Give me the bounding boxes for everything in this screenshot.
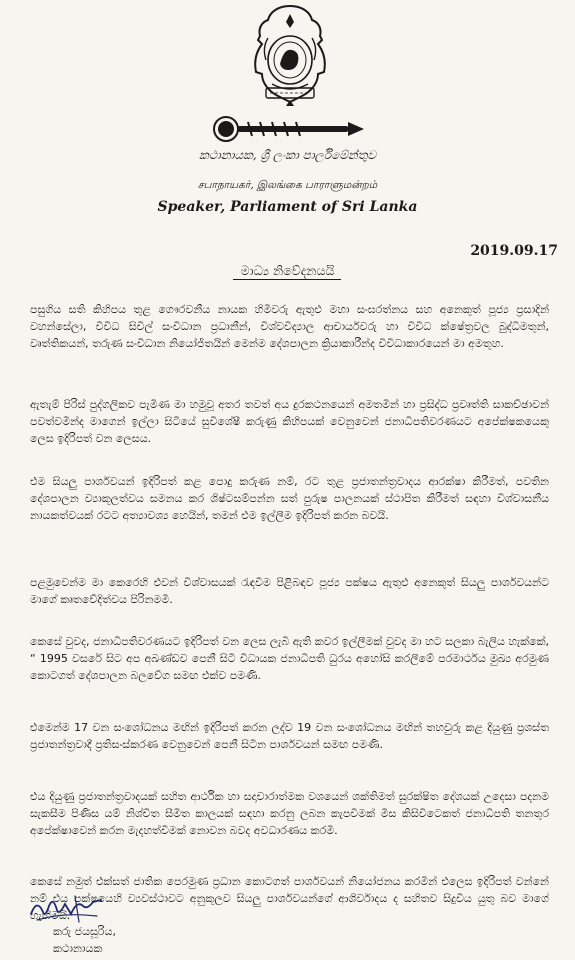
paragraph-5: කෙසේ වුවද, ජනාධිපතිවරණයට ඉදිරිපත් වන ලෙස ලැබී ඇති කවර ඉල්ලීමක් වුවද මා හට සලකා බැලිය හැක්කේ, “ 1995 වසරේ සිට අප අඛණ්ඩව පෙනී සිටි විධායක ජනාධිපති ධුරය අහෝසි කරලීමේ පරමාර්ථය මුඛ්‍ය අරමුණ කොටගත් දේශපාලන බලවේග සමඟ එක්ව පමණි. [30,635,549,682]
paragraph-4: පළමුවෙන්ම මා කෙරෙහි එවන් විශ්වාසයක් රැඳවීම පිළිබඳව පූජ්‍ය පක්ෂය ඇතුළු අනෙකුත් සියලු පාර්ශවයන්ට මාගේ කෘතවේදිත්වය පිරිනමමි. [30,576,549,606]
office-title-sinhala: කථානායක, ශ්‍රී ලංකා පාර්ලිමේන්තුව [198,148,376,162]
signatory-name: කරු ජයසූරිය, [53,925,116,938]
mace-icon [208,114,368,144]
paragraph-7: එය දියුණු ප්‍රජාතන්ත්‍රවාදයක් සහිත ආර්ථික හා සදාචාරාත්මක වශයෙන් ශක්තිමත් සුරක්ෂිත දේශයක් උදෙසා පදනම සැකසීම පිණිස යම් නිශ්චිත සීමිත කාලයක් සඳහා කරනු ලබන කැපවීමක් මිස කිසිවිටෙකත් ජනාධිපති තනතුර අපේක්ෂාවෙන් කරන මැදහත්වීමක් නොවන බවද අවධාරණය කරමි. [30,790,549,837]
paragraph-2: ඇතැම් පිරිස් පුද්ගලිකව පැමිණ මා හමුවූ අතර තවත් අය දුරකථනයෙන් අමතමින් හා ප්‍රසිද්ධ ප්‍රවෘත්ති සාකච්ඡාවන් පවත්වමින්ද මාගෙන් ඉල්ලා සිටියේ සුවිශේෂී කරුණු කිහිපයක් වෙනුවෙන් ජනාධිපතිවරණයට අපේක්ෂකයෙකු ලෙස ඉදිරිපත් වන ලෙසය. [30,398,549,445]
paragraph-8: කෙසේ නමුත් එක්සත් ජාතික පෙරමුණ ප්‍රධාන කොටගත් පාර්ශවයන් නියෝජනය කරමින් එලෙස ඉදිරිපත් වන්නේ නම් එය පක්ෂයෙහි ව්‍යවස්ථාවට අනුකූලව සියලු පාර්ශවයන්ගේ ආශිර්වාදය ද සහිතව සිදුවිය යුතු බව මාගේ හැඟීමයි. [30,875,549,922]
office-title-tamil: சபாநாயகர், இலங்கை பாராளுமன்றம் [197,179,378,191]
document-title: මාධ්‍ය නිවේදනයයි [240,263,335,278]
paragraph-1: පසුගිය සති කිහිපය තුළ ගෞරවනීය නායක හිමිවරු ඇතුළු මහා සංඝරත්නය සහ අනෙකුත් පූජ්‍ය ප්‍රසාදින් වහන්සේලා, විවිධ සිවිල් සංවිධාන ප්‍රධානීන්, විශ්වවිද්‍යාල ආචාර්යවරු හා විවිධ ක්ෂේත්‍රවල බුද්ධිමතුන්, වෘත්තිකයන්, තරුණ සංවිධාන නියෝජිතයින් මෙන්ම දේශපාලන ක්‍රියාකාරීන්ද විවිධාකාරයෙන් මා අමතුහ. [30,303,549,350]
release-date: 2019.09.17 [470,243,558,259]
signatory-role: කථානායක [53,942,103,955]
paragraph-3: එම සියලු පාර්ශවයන් ඉදිරිපත් කළ පොදු කරුණ නම්, රට තුළ ප්‍රජාතන්ත්‍රවාදය ආරක්ෂා කිරීමත්, පවතින දේශපාලන ව්‍යාකූලත්වය සමනය කර ශිෂ්ටසම්පන්න සත් පුරුෂ පාලනයක් ස්ථාපිත කිරීමත් සඳහා විශ්වාසනීය නායකත්වයක් රටට අත්‍යාවශ්‍ය හෙයින්, තමන් එම ඉල්ලීම ඉදිරිපත් කරන බවයි. [30,475,549,522]
paragraph-6: එමෙන්ම 17 වන සංශෝධනය මඟින් ඉදිරිපත් කරන ලද්ව 19 වන සංශෝධනය මඟින් තහවුරු කළ දියුණු ප්‍රශස්ත ප්‍රජාතන්ත්‍රවාදී ප්‍රතිසංස්කරණ වෙනුවෙන් පෙනී සිටින පාර්ශවයන් සමඟ පමණි. [30,721,549,751]
office-title-english: Speaker, Parliament of Sri Lanka [157,199,418,215]
parliament-emblem-icon [248,4,332,108]
signature [27,892,105,926]
title-underline [233,279,341,280]
